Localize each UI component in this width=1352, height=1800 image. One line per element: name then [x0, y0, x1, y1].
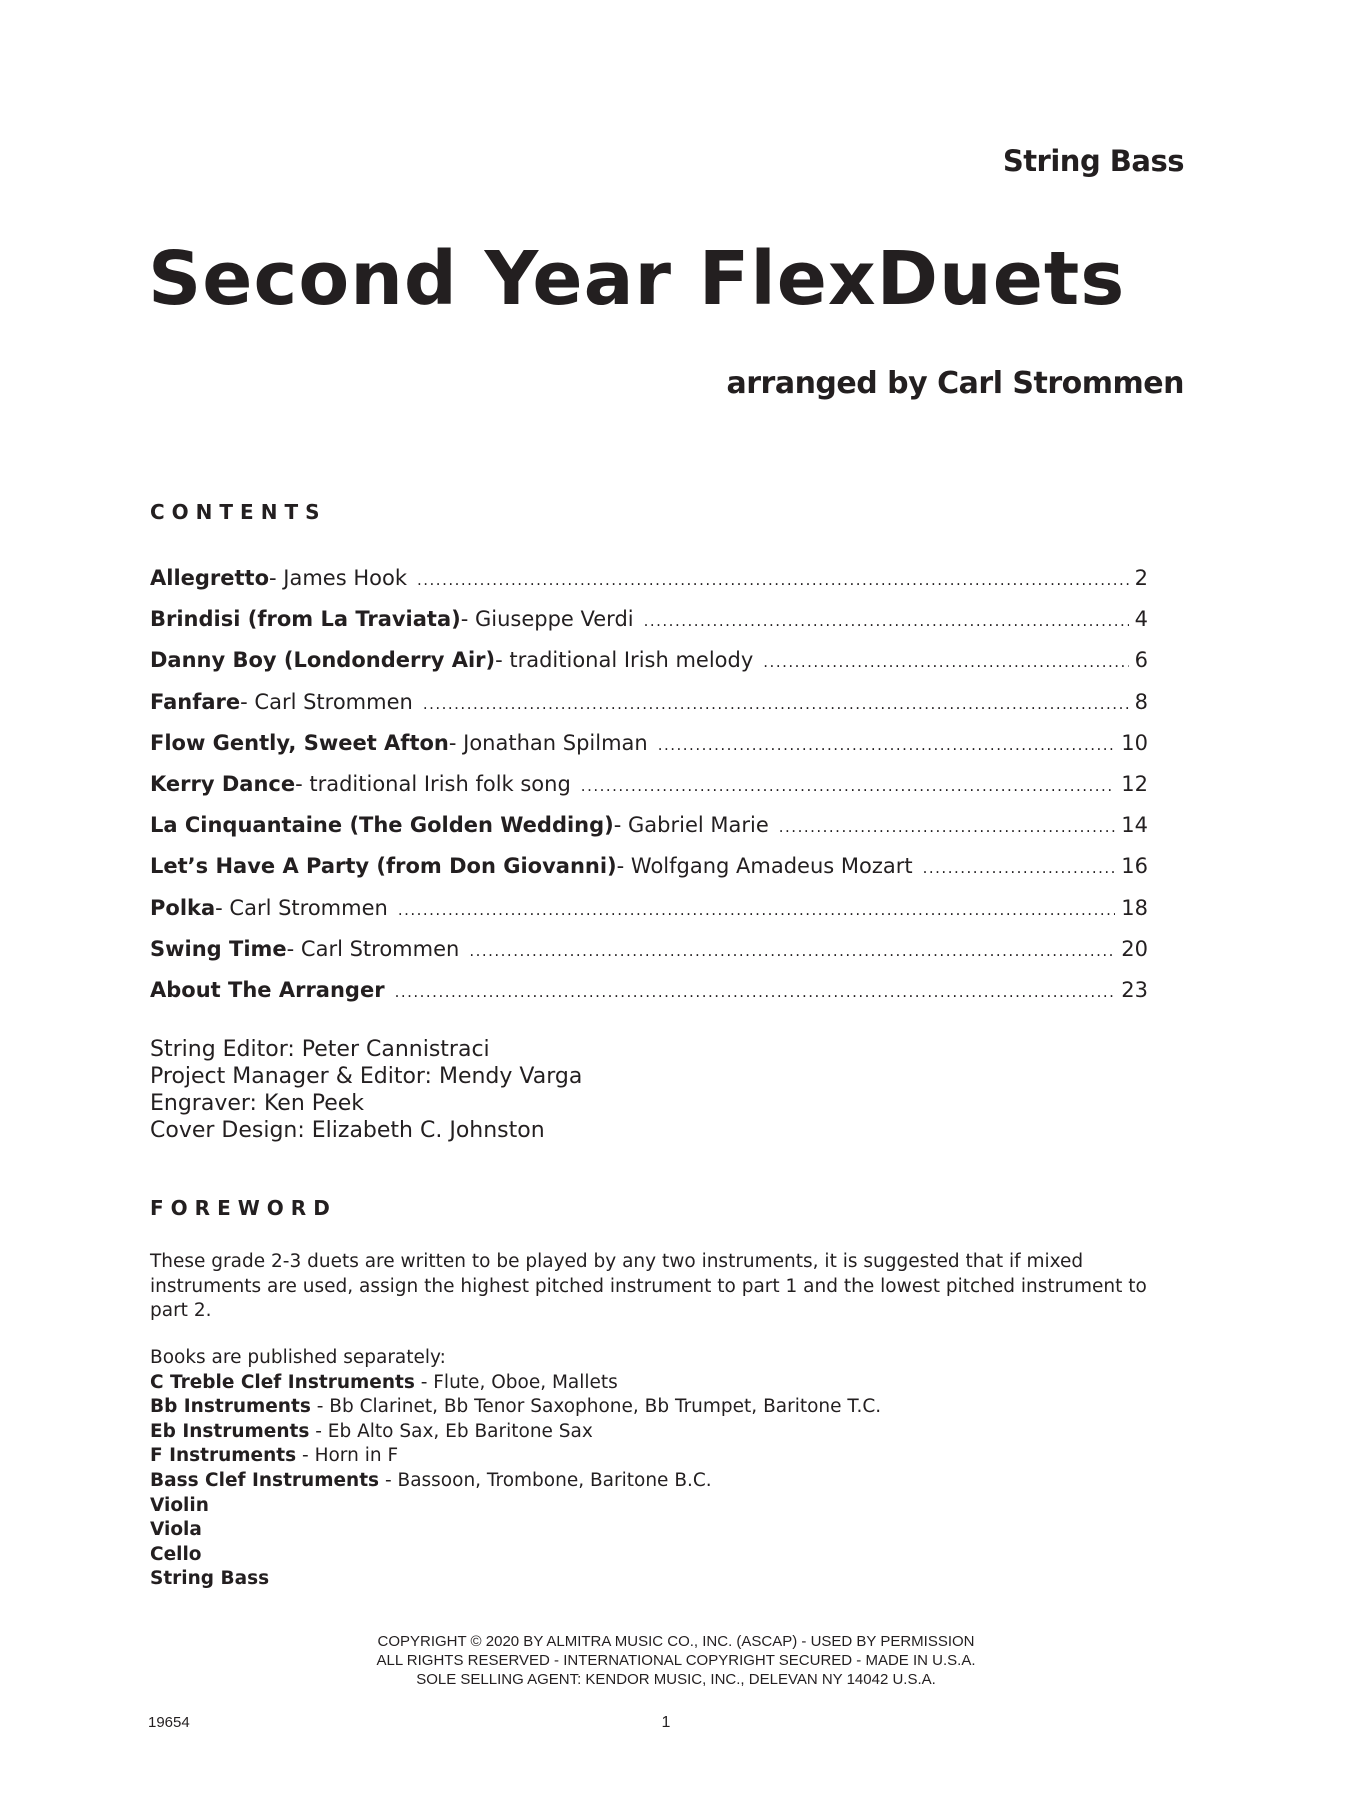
- book-item: [150, 1444, 881, 1469]
- credit-line: Cover Design: Elizabeth C. Johnston: [150, 1118, 545, 1143]
- toc-item-title: Brindisi (from La Traviata): [150, 607, 461, 632]
- toc-item: [150, 731, 1148, 772]
- toc-item-title: Fanfare: [150, 689, 241, 714]
- toc-item: [150, 648, 1148, 689]
- credit-line: String Editor: Peter Cannistraci: [150, 1037, 490, 1062]
- toc-item-title: Kerry Dance: [150, 771, 296, 796]
- catalog-number: 19654: [148, 1714, 190, 1731]
- toc-item-title: Swing Time: [150, 936, 287, 961]
- toc-item-page: 20: [1121, 936, 1148, 961]
- page-number: 1: [661, 1714, 671, 1731]
- book-name: Bb Instruments: [150, 1396, 311, 1418]
- arranger-credit: arranged by Carl Strommen: [726, 366, 1184, 401]
- toc-leader-dots: [469, 942, 1115, 960]
- book-name: String Bass: [150, 1568, 270, 1590]
- toc-item-composer: - Jonathan Spilman: [448, 730, 648, 755]
- book-detail: - Bassoon, Trombone, Baritone B.C.: [379, 1469, 712, 1491]
- foreword-text: These grade 2-3 duets are written to be played by any two instruments, it is suggested that if mixed instruments are used, assign the highest pitched instrument to part 1 and the lowest pitched instrument to part 2.: [150, 1251, 1147, 1321]
- toc-item-title: Let’s Have A Party (from Don Giovanni): [150, 854, 617, 879]
- toc-item: [150, 937, 1148, 978]
- book-item: [150, 1395, 881, 1420]
- toc-leader-dots: [779, 818, 1116, 836]
- credit-line: Engraver: Ken Peek: [150, 1091, 365, 1116]
- toc-item-title: About The Arranger: [150, 977, 385, 1002]
- book-item: [150, 1469, 881, 1494]
- toc-item: [150, 854, 1148, 895]
- toc-leader-dots: [417, 571, 1129, 589]
- toc-item-title: La Cinquantaine (The Golden Wedding): [150, 813, 614, 838]
- toc-item-page: 18: [1121, 895, 1148, 920]
- toc-leader-dots: [581, 777, 1115, 795]
- toc-item: [150, 978, 1148, 1019]
- toc-leader-dots: [763, 653, 1128, 671]
- toc-item-page: 23: [1121, 977, 1148, 1002]
- toc-leader-dots: [923, 859, 1116, 877]
- book-item: [150, 1371, 881, 1396]
- toc-leader-dots: [658, 736, 1116, 754]
- credit-line: Project Manager & Editor: Mendy Varga: [150, 1064, 583, 1089]
- book-name: Eb Instruments: [150, 1420, 310, 1442]
- toc-item-title: Allegretto: [150, 566, 270, 590]
- copyright-line: ALL RIGHTS RESERVED - INTERNATIONAL COPYRIGHT SECURED - MADE IN U.S.A.: [376, 1652, 976, 1669]
- toc-item: [150, 607, 1148, 648]
- toc-item-composer: - Giuseppe Verdi: [460, 607, 634, 632]
- toc-item-page: 4: [1134, 607, 1148, 632]
- book-detail: - Eb Alto Sax, Eb Baritone Sax: [309, 1420, 593, 1442]
- toc-item-title: Flow Gently, Sweet Afton: [150, 730, 449, 755]
- toc-item: [150, 690, 1148, 731]
- toc-item-page: 14: [1121, 813, 1148, 838]
- book-name: Viola: [150, 1519, 202, 1541]
- book-name: Cello: [150, 1543, 202, 1565]
- toc-item-page: 16: [1121, 854, 1148, 879]
- toc-item: [150, 772, 1148, 813]
- table-of-contents: [150, 566, 1148, 1019]
- toc-item-composer: - traditional Irish folk song: [295, 771, 571, 796]
- book-name: F Instruments: [150, 1445, 297, 1467]
- toc-item-page: 8: [1134, 689, 1148, 714]
- book-name: Bass Clef Instruments: [150, 1469, 380, 1491]
- copyright-line: SOLE SELLING AGENT: KENDOR MUSIC, INC., DELEVAN NY 14042 U.S.A.: [416, 1671, 936, 1688]
- toc-item-composer: - Carl Strommen: [286, 936, 460, 961]
- instrument-label: String Bass: [1002, 144, 1184, 178]
- toc-item-title: Polka: [150, 895, 216, 920]
- book-item: [150, 1420, 881, 1445]
- page-title: Second Year FlexDuets: [148, 236, 1126, 322]
- books-intro: Books are published separately:: [150, 1347, 446, 1368]
- toc-item: [150, 813, 1148, 854]
- toc-item-composer: - Wolfgang Amadeus Mozart: [616, 854, 913, 879]
- book-item: [150, 1518, 881, 1543]
- toc-item-page: 6: [1134, 648, 1148, 673]
- toc-item-page: 2: [1134, 566, 1148, 590]
- toc-item-composer: - traditional Irish melody: [495, 648, 754, 673]
- book-detail: - Flute, Oboe, Mallets: [414, 1371, 618, 1393]
- credits-block: [150, 1036, 582, 1144]
- toc-item-composer: - James Hook: [269, 566, 407, 590]
- book-detail: - Horn in F: [296, 1445, 399, 1467]
- copyright-notice: [0, 1632, 1352, 1689]
- book-name: Violin: [150, 1494, 209, 1516]
- toc-leader-dots: [423, 695, 1129, 713]
- book-item: [150, 1543, 881, 1568]
- foreword-heading: FOREWORD: [150, 1196, 337, 1220]
- toc-item-page: 12: [1121, 771, 1148, 796]
- toc-item-title: Danny Boy (Londonderry Air): [150, 648, 496, 673]
- toc-leader-dots: [398, 901, 1115, 919]
- books-list: [150, 1346, 881, 1592]
- toc-item-composer: - Gabriel Marie: [613, 813, 769, 838]
- book-name: C Treble Clef Instruments: [150, 1371, 415, 1393]
- book-item: [150, 1567, 881, 1592]
- copyright-line: COPYRIGHT © 2020 BY ALMITRA MUSIC CO., INC. (ASCAP) - USED BY PERMISSION: [377, 1633, 975, 1650]
- toc-item-composer: - Carl Strommen: [215, 895, 388, 920]
- toc-item: [150, 566, 1148, 607]
- book-detail: - Bb Clarinet, Bb Tenor Saxophone, Bb Trumpet, Baritone T.C.: [310, 1396, 882, 1418]
- toc-item-page: 10: [1121, 730, 1148, 755]
- book-item: [150, 1494, 881, 1519]
- toc-leader-dots: [644, 612, 1129, 630]
- contents-heading: CONTENTS: [150, 500, 327, 524]
- toc-item: [150, 896, 1148, 937]
- toc-leader-dots: [395, 983, 1116, 1001]
- toc-item-composer: - Carl Strommen: [240, 689, 413, 714]
